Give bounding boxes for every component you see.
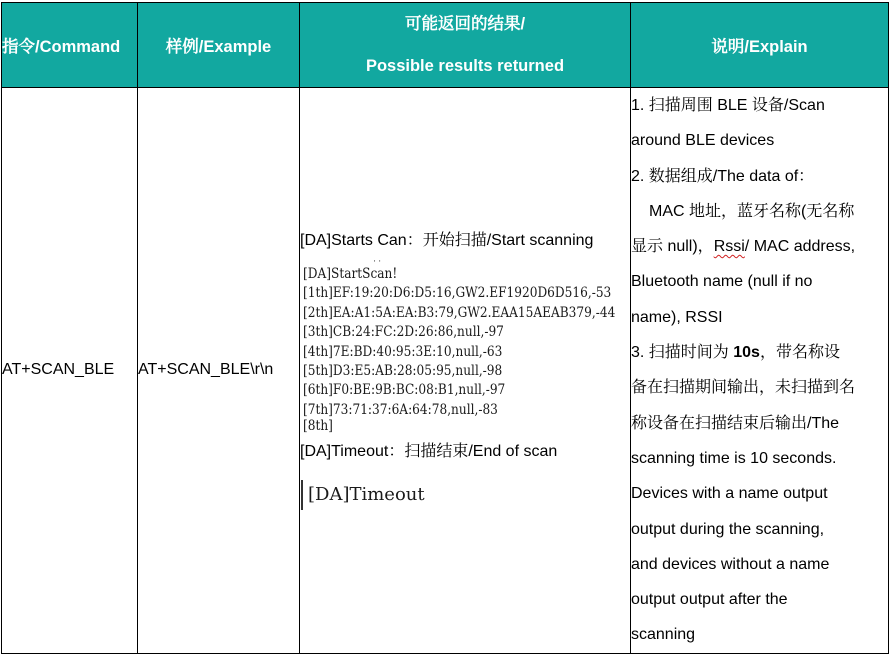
explain-line: Bluetooth name (null if no [631, 273, 813, 291]
header-results-line1: 可能返回的结果/ [404, 15, 526, 33]
explain-line: scanning time is 10 seconds. [631, 449, 837, 467]
example-text: AT+SCAN_BLE\r\n [138, 361, 274, 379]
timeout-text: [DA]Timeout：扫描结束/End of scan [300, 442, 558, 460]
timeout-console-screenshot [301, 479, 441, 511]
header-command [2, 3, 138, 88]
explain-line-part: 3. 扫描时间为 [631, 344, 734, 362]
header-explain-label: 说明/Explain [711, 38, 808, 56]
console-line: [2th]EA:A1:5A:EA:B3:79,GW2.EAA15AEAB379,-44 [303, 304, 616, 321]
explain-line: 称设备在扫描结束后输出/The [631, 414, 840, 432]
explain-line: scanning [631, 626, 696, 644]
command-cell [2, 88, 138, 654]
command-text: AT+SCAN_BLE [2, 361, 115, 379]
console-line: [7th]73:71:37:6A:64:78,null,-83 [303, 401, 498, 418]
header-example-label: 样例/Example [165, 38, 272, 56]
explain-line: output during the scanning, [631, 520, 825, 538]
console-line: [5th]D3:E5:AB:28:05:95,null,-98 [303, 362, 503, 379]
header-results [300, 3, 631, 88]
explain-line: around BLE devices [631, 132, 775, 150]
timeout-console-text: [DA]Timeout [308, 483, 425, 505]
explain-line-part: 显示 null)， [631, 238, 714, 256]
explain-line: MAC 地址，蓝牙名称(无名称 [649, 202, 855, 220]
table-row [2, 88, 889, 654]
explain-line: and devices without a name [631, 555, 830, 573]
header-explain [631, 3, 889, 88]
results-content [300, 230, 630, 511]
text-cursor-icon [301, 480, 303, 510]
spellcheck-word: Rssi [713, 238, 745, 256]
explain-line: 备在扫描期间输出，未扫描到名 [631, 379, 856, 397]
table-header-row [2, 3, 889, 88]
header-example [138, 3, 300, 88]
console-line: [6th]F0:BE:9B:BC:08:B1,null,-97 [303, 382, 506, 399]
explain-line: 1. 扫描周围 BLE 设备/Scan [631, 97, 825, 114]
explain-cell [631, 88, 889, 654]
explain-line: output output after the [631, 591, 788, 609]
explain-line-part: / MAC address, [744, 238, 856, 256]
console-line: [4th]7E:BD:40:95:3E:10,null,-63 [303, 343, 503, 360]
start-scan-text: [DA]Starts Can：开始扫描/Start scanning [300, 231, 594, 249]
example-cell [138, 88, 300, 654]
explain-line [631, 229, 888, 264]
console-line: [1th]EF:19:20:D6:D5:16,GW2.EF1920D6D516,-53 [303, 285, 612, 302]
explain-line-part: ，带名称设 [759, 344, 840, 362]
header-command-label: 指令/Command [2, 38, 121, 56]
scan-console-screenshot [303, 256, 616, 437]
console-top-dots: · · [373, 256, 381, 267]
explain-line: Devices with a name output [631, 485, 828, 503]
explain-line: name), RSSI [631, 308, 723, 326]
command-table [1, 2, 889, 654]
results-cell [300, 88, 631, 654]
explain-line [631, 335, 888, 370]
console-line: [3th]CB:24:FC:2D:26:86,null,-97 [303, 324, 504, 341]
header-results-line2: Possible results returned [365, 57, 565, 75]
console-line: [DA]StartScan! [303, 265, 398, 282]
explain-line-bold: 10s [733, 344, 760, 362]
console-cut-line: [8th] [303, 418, 333, 435]
explain-line: 2. 数据组成/The data of： [631, 167, 815, 185]
